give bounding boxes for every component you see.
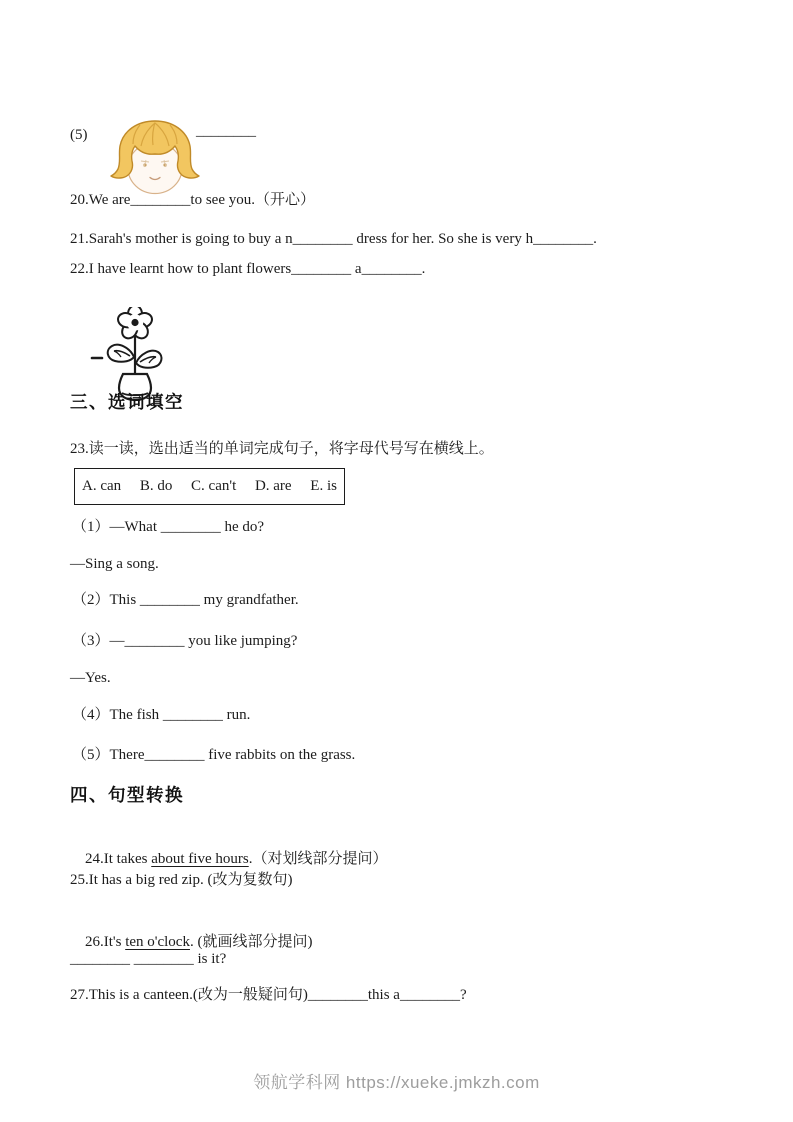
question-26-underlined: ten o'clock (125, 934, 190, 950)
sub-question-2: （2）This ________ my grandfather. (72, 592, 299, 608)
section3-title: 三、选词填空 (70, 392, 184, 412)
word-bank-option-c: C. can't (191, 478, 237, 494)
word-bank-option-e: E. is (310, 478, 337, 494)
question-24-underlined: about five hours (151, 851, 249, 867)
watermark-footer: 领航学科网 https://xueke.jmkzh.com (253, 1073, 540, 1092)
word-bank-option-d: D. are (254, 478, 292, 494)
question-21: 21.Sarah's mother is going to buy a n________ dress for her. So she is very h________. (70, 231, 597, 247)
question-27: 27.This is a canteen.(改为一般疑问句)________this a________? (70, 987, 467, 1003)
sub-question-1: （1）—What ________ he do? (72, 519, 265, 535)
sub-question-5: （5）There________ five rabbits on the grass. (72, 747, 356, 763)
word-bank-box (74, 468, 345, 505)
section4-title: 四、句型转换 (70, 785, 184, 805)
question-23-stem: 23.读一读，选出适当的单词完成句子，将字母代号写在横线上。 (70, 441, 494, 457)
sub-question-3: （3）—________ you like jumping? (72, 633, 298, 649)
sub-question-4: （4）The fish ________ run. (72, 707, 251, 723)
question-20: 20.We are________to see you.（开心） (70, 192, 315, 208)
question-25: 25.It has a big red zip. (改为复数句) (70, 872, 293, 888)
flower-right-leaf (136, 351, 161, 368)
sub-question-3-answer: —Yes. (70, 670, 111, 686)
question-24-pre: 24.It takes (85, 851, 152, 867)
sub-question-1-answer: —Sing a song. (70, 556, 159, 572)
word-bank-option-a: A. can (82, 478, 122, 494)
girl-face-illustration (109, 119, 201, 199)
question-26-pre: 26.It's (85, 934, 126, 950)
word-bank-option-b: B. do (139, 478, 173, 494)
question-22: 22.I have learnt how to plant flowers________ a________. (70, 261, 426, 277)
flower-left-leaf (108, 345, 134, 362)
item5-number: (5) (70, 127, 88, 143)
item5-blank: ________ (196, 123, 256, 139)
question-26-post: . (就画线部分提问) (189, 934, 313, 950)
question-26-answer-line: ________ ________ is it? (70, 951, 227, 967)
question-24-post: .（对划线部分提问） (248, 851, 388, 867)
